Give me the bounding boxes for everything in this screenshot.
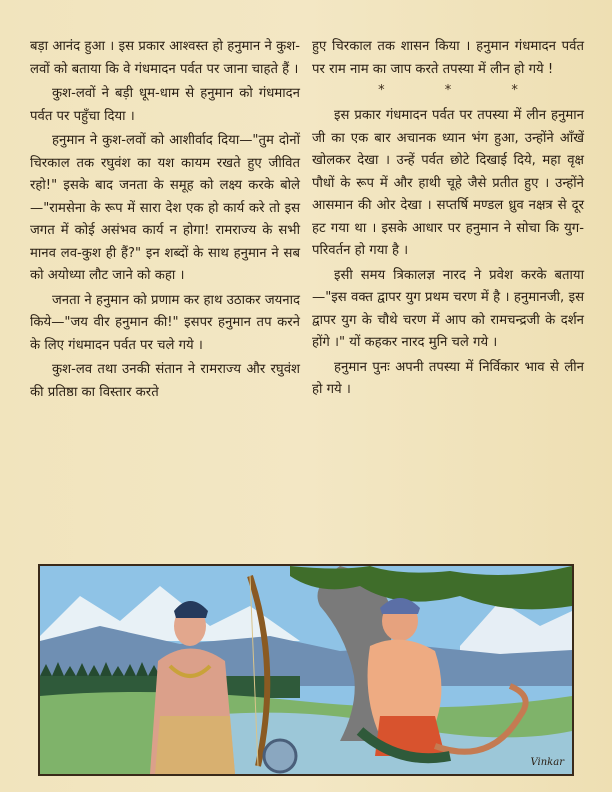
paragraph: हुए चिरकाल तक शासन किया । हनुमान गंधमादन पर्वत पर राम नाम का जाप करते तपस्या में लीन हो गये ! (312, 39, 584, 77)
paragraph: बड़ा आनंद हुआ । इस प्रकार आश्वस्त हो हनुमान ने कुश-लवों को बताया कि वे गंधमादन पर्वत पर जाना चाहते हैं । (30, 39, 300, 77)
story-illustration (38, 564, 574, 776)
shield (264, 740, 296, 772)
paragraph: जनता ने हनुमान को प्रणाम कर हाथ उठाकर जयनाद किये—"जय वीर हनुमान की!" इसपर हनुमान तप करने के लिए गंधमादन पर्वत पर चले गये । (30, 292, 300, 353)
paragraph: इसी समय त्रिकालज्ञ नारद ने प्रवेश करके बताया—"इस वक्त द्वापर युग प्रथम चरण में है । हनुमानजी, इस द्वापर युग के चौथे चरण में आप को रामचन्द्रजी के दर्शन होंगे ।" यों कहकर नारद मुनि चले गये । (312, 267, 584, 350)
paragraph: कुश-लवों ने बड़ी धूम-धाम से हनुमान को गंधमादन पर्वत पर पहुँचा दिया । (30, 86, 300, 124)
artist-signature: Vinkar (530, 757, 564, 768)
illustration-scene (40, 566, 572, 774)
section-divider (348, 83, 548, 99)
divider-star: * (511, 83, 518, 98)
paragraph: हनुमान ने कुश-लवों को आशीर्वाद दिया—"तुम दोनों चिरकाल तक रघुवंश का यश कायम रखते हुए जीवित रहो!" इसके बाद जनता के समूह को लक्ष्य करके बोले—"रामसेना के रूप में सारा देश एक हो कार्य करे तो इस जगत में कोई असंभव कार्य न होगा! रामराज्य के सभी मानव लव-कुश ही हैं?" इन शब्दों के साथ हनुमान ने सब को अयोध्या लौट जाने को कहा । (30, 133, 300, 283)
paragraph: हनुमान पुनः अपनी तपस्या में निर्विकार भाव से लीन हो गये । (312, 359, 584, 397)
right-text-column (312, 36, 584, 402)
paragraph: इस प्रकार गंधमादन पर्वत पर तपस्या में लीन हनुमान जी का एक बार अचानक ध्यान भंग हुआ, उन्होंने आँखें खोलकर देखा । उन्हें पर्वत छोटे दिखाई दिये, महा वृक्ष पौधों के रूप में और हाथी चूहे जैसे प्रतीत हुए । उन्होंने आसमान की ओर देखा । सप्तर्षि मण्डल ध्रुव नक्षत्र से दूर हट गया था । इसके आधार पर हनुमान ने सोचा कि युग-परिवर्तन हो गया है । (312, 108, 584, 258)
paragraph: कुश-लव तथा उनकी संतान ने रामराज्य और रघुवंश की प्रतिष्ठा का विस्तार करते (30, 362, 300, 400)
divider-star: * (378, 83, 385, 98)
left-text-column (30, 36, 300, 404)
divider-star: * (444, 83, 452, 98)
